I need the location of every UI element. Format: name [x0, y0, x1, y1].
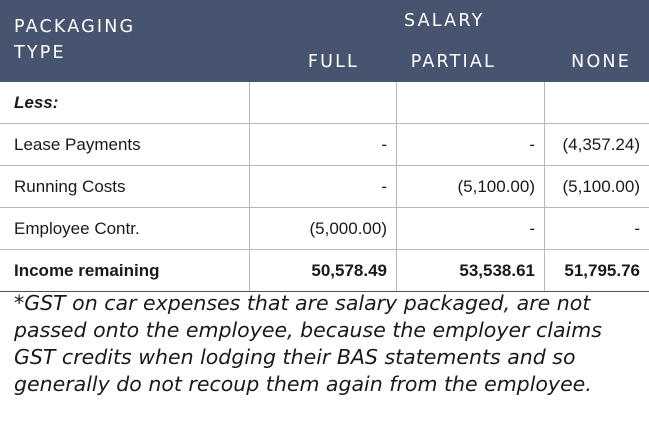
cell-partial	[397, 82, 545, 124]
row-label: Income remaining	[0, 250, 250, 292]
cell-none: 51,795.76	[545, 250, 649, 292]
cell-partial: -	[397, 124, 545, 166]
cell-none: -	[545, 208, 649, 250]
table-row-lease-payments	[0, 124, 649, 166]
row-label: Running Costs	[0, 166, 250, 208]
table-row-employee-contr	[0, 208, 649, 250]
table-row-income-remaining	[0, 250, 649, 292]
header-packaging-type-line2: TYPE	[14, 43, 66, 63]
header-col-full: FULL	[307, 52, 359, 72]
cell-full: 50,578.49	[250, 250, 397, 292]
cell-partial: -	[397, 208, 545, 250]
cell-full: -	[250, 124, 397, 166]
header-salary: SALARY	[404, 11, 485, 31]
cell-full: (5,000.00)	[250, 208, 397, 250]
cell-none	[545, 82, 649, 124]
cell-full	[250, 82, 397, 124]
header-packaging-type-line1: PACKAGING	[14, 17, 136, 37]
row-label: Lease Payments	[0, 124, 250, 166]
header-col-none: NONE	[571, 52, 631, 72]
table-row-less	[0, 82, 649, 124]
table-row-running-costs	[0, 166, 649, 208]
header-col-partial: PARTIAL	[410, 52, 496, 72]
cell-partial: 53,538.61	[397, 250, 545, 292]
cell-none: (5,100.00)	[545, 166, 649, 208]
cell-full: -	[250, 166, 397, 208]
row-label: Employee Contr.	[0, 208, 250, 250]
table-header	[0, 0, 649, 82]
cell-none: (4,357.24)	[545, 124, 649, 166]
row-label: Less:	[0, 82, 250, 124]
cell-partial: (5,100.00)	[397, 166, 545, 208]
gst-footnote: *GST on car expenses that are salary packaged, are not passed onto the employee, because the employer claims GST credits when lodging their BAS statements and so generally do not recoup them again from the employee.	[14, 291, 602, 396]
packaging-table	[0, 82, 649, 292]
